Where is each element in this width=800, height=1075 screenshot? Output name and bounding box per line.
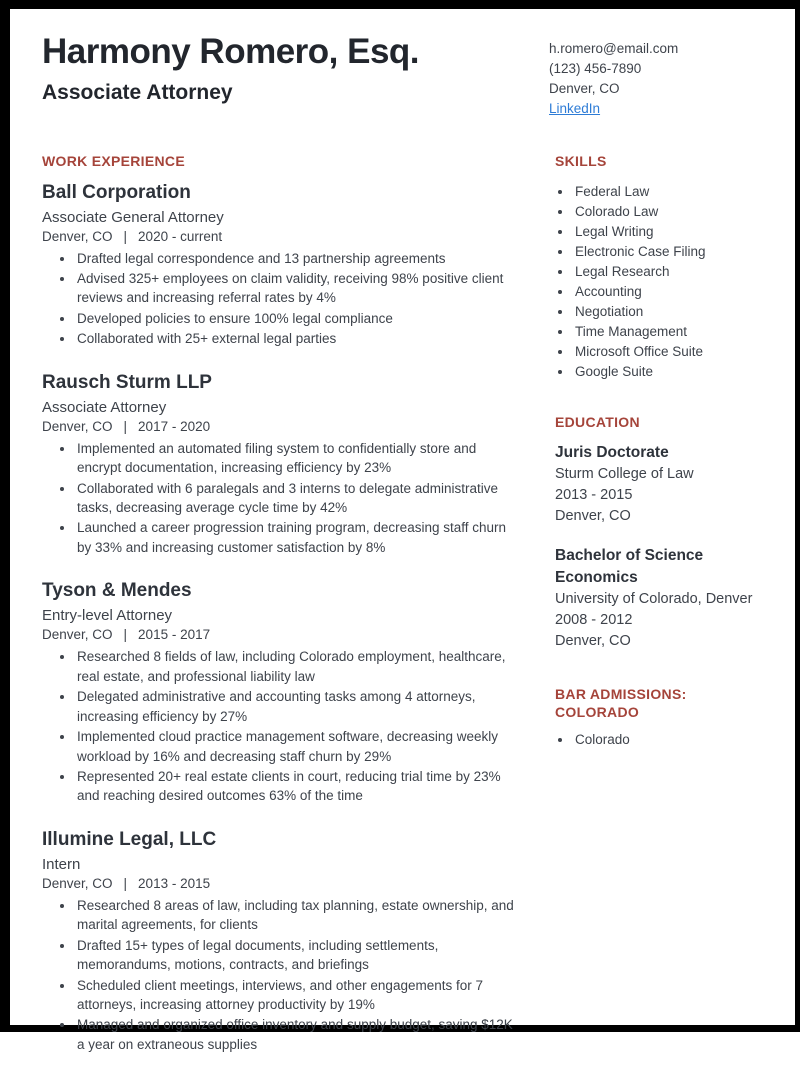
job-meta — [42, 419, 519, 434]
contact-email: h.romero@email.com — [549, 41, 679, 56]
job-location: Denver, CO — [42, 875, 113, 891]
meta-separator: | — [123, 875, 128, 891]
bullet-item: • Researched 8 fields of law, including Colorado employment, healthcare, real estate, and professional liability law — [75, 647, 519, 686]
job-location: Denver, CO — [42, 627, 113, 643]
work-experience-column — [42, 153, 519, 1055]
degree-location: Denver, CO — [555, 508, 631, 524]
bullet-item: • Delegated administrative and accounting tasks among 4 attorneys, increasing efficiency by 27% — [75, 687, 519, 726]
degree-location: Denver, CO — [555, 633, 631, 649]
bullet-item: • Advised 325+ employees on claim validity, receiving 98% positive client reviews and increasing referral rates by 4% — [75, 269, 519, 308]
skill-item: • Time Management — [573, 322, 767, 342]
content-columns — [42, 153, 767, 1055]
bar-admissions-section — [555, 686, 767, 750]
bullet-item: • Represented 20+ real estate clients in court, reducing trial time by 23% and reaching desired outcomes 63% of the time — [75, 767, 519, 806]
degree-dates: 2008 - 2012 — [555, 612, 633, 628]
bar-admissions-list — [555, 730, 767, 750]
company-name: Illumine Legal, LLC — [42, 828, 217, 850]
contact-phone: (123) 456-7890 — [549, 61, 642, 76]
meta-separator: | — [123, 627, 128, 643]
job-dates: 2017 - 2020 — [138, 418, 211, 434]
bullet-item: • Scheduled client meetings, interviews, and other engagements for 7 attorneys, increasing attorney productivity by 19% — [75, 976, 519, 1015]
bullet-item: • Researched 8 areas of law, including tax planning, estate ownership, and marital agreements, for clients — [75, 896, 519, 935]
job-meta — [42, 876, 519, 891]
job-location: Denver, CO — [42, 418, 113, 434]
degree-dates: 2013 - 2015 — [555, 487, 633, 503]
bullet-item: • Managed and organized office inventory and supply budget, saving $12K a year on extraneous supplies — [75, 1015, 519, 1054]
bullet-item: • Launched a career progression training program, decreasing staff churn by 33% and increasing customer satisfaction by 8% — [75, 518, 519, 557]
job-dates: 2013 - 2015 — [138, 875, 211, 891]
company-name: Tyson & Mendes — [42, 580, 192, 602]
skill-item: • Google Suite — [573, 362, 767, 382]
skills-list — [555, 182, 767, 382]
job-dates: 2020 - current — [138, 228, 223, 244]
skill-item: • Legal Research — [573, 262, 767, 282]
bullet-item: • Collaborated with 6 paralegals and 3 interns to delegate administrative tasks, decreasing average cycle time by 42% — [75, 479, 519, 518]
skill-item: • Legal Writing — [573, 222, 767, 242]
contact-block — [549, 33, 767, 119]
company-name: Ball Corporation — [42, 181, 191, 203]
meta-separator: | — [123, 228, 128, 244]
job-role: Entry-level Attorney — [42, 607, 173, 625]
job-entry — [42, 829, 519, 1055]
bullet-item: • Implemented cloud practice management software, decreasing weekly workload by 16% and decreasing staff churn by 29% — [75, 727, 519, 766]
skill-item: • Colorado Law — [573, 202, 767, 222]
job-dates: 2015 - 2017 — [138, 627, 211, 643]
company-name: Rausch Sturm LLP — [42, 371, 212, 393]
degree-name: Juris Doctorate — [555, 444, 669, 461]
bullet-item: • Drafted 15+ types of legal documents, including settlements, memorandums, motions, contracts, and briefings — [75, 936, 519, 975]
job-role: Associate Attorney — [42, 398, 167, 416]
bullet-item: • Developed policies to ensure 100% legal compliance — [75, 309, 519, 328]
person-title: Associate Attorney — [42, 80, 233, 104]
skill-item: • Accounting — [573, 282, 767, 302]
job-entry — [42, 182, 519, 349]
job-meta — [42, 229, 519, 244]
skill-item: • Electronic Case Filing — [573, 242, 767, 262]
header-identity — [42, 33, 419, 105]
resume-page — [10, 9, 795, 1075]
bullet-item: • Collaborated with 25+ external legal parties — [75, 329, 519, 348]
education-section — [555, 414, 767, 653]
degree-entry — [555, 545, 767, 652]
skills-section — [555, 153, 767, 382]
skills-heading: SKILLS — [555, 153, 607, 169]
meta-separator: | — [123, 418, 128, 434]
job-bullets — [42, 249, 519, 349]
degree-school: University of Colorado, Denver — [555, 591, 753, 607]
degree-name: Bachelor of Science Economics — [555, 547, 704, 586]
contact-location: Denver, CO — [549, 81, 620, 96]
job-entry — [42, 372, 519, 558]
job-bullets — [42, 647, 519, 806]
header — [42, 33, 767, 119]
bar-admission-item: • Colorado — [573, 730, 767, 750]
bar-admissions-heading: BAR ADMISSIONS: COLORADO — [555, 686, 687, 720]
work-experience-heading: WORK EXPERIENCE — [42, 153, 185, 169]
bullet-item: • Drafted legal correspondence and 13 partnership agreements — [75, 249, 519, 268]
job-bullets — [42, 439, 519, 558]
education-heading: EDUCATION — [555, 413, 640, 430]
linkedin-link[interactable]: LinkedIn — [549, 101, 601, 116]
skill-item: • Negotiation — [573, 302, 767, 322]
job-role: Associate General Attorney — [42, 208, 224, 226]
degree-entry — [555, 442, 767, 527]
degree-school: Sturm College of Law — [555, 466, 694, 482]
job-entry — [42, 580, 519, 806]
job-bullets — [42, 896, 519, 1055]
job-meta — [42, 627, 519, 642]
sidebar-column — [555, 153, 767, 1055]
skill-item: • Federal Law — [573, 182, 767, 202]
job-location: Denver, CO — [42, 228, 113, 244]
skill-item: • Microsoft Office Suite — [573, 342, 767, 362]
job-role: Intern — [42, 855, 81, 873]
person-name: Harmony Romero, Esq. — [42, 32, 420, 71]
bullet-item: • Implemented an automated filing system to confidentially store and encrypt documentation, increasing efficiency by 23% — [75, 439, 519, 478]
